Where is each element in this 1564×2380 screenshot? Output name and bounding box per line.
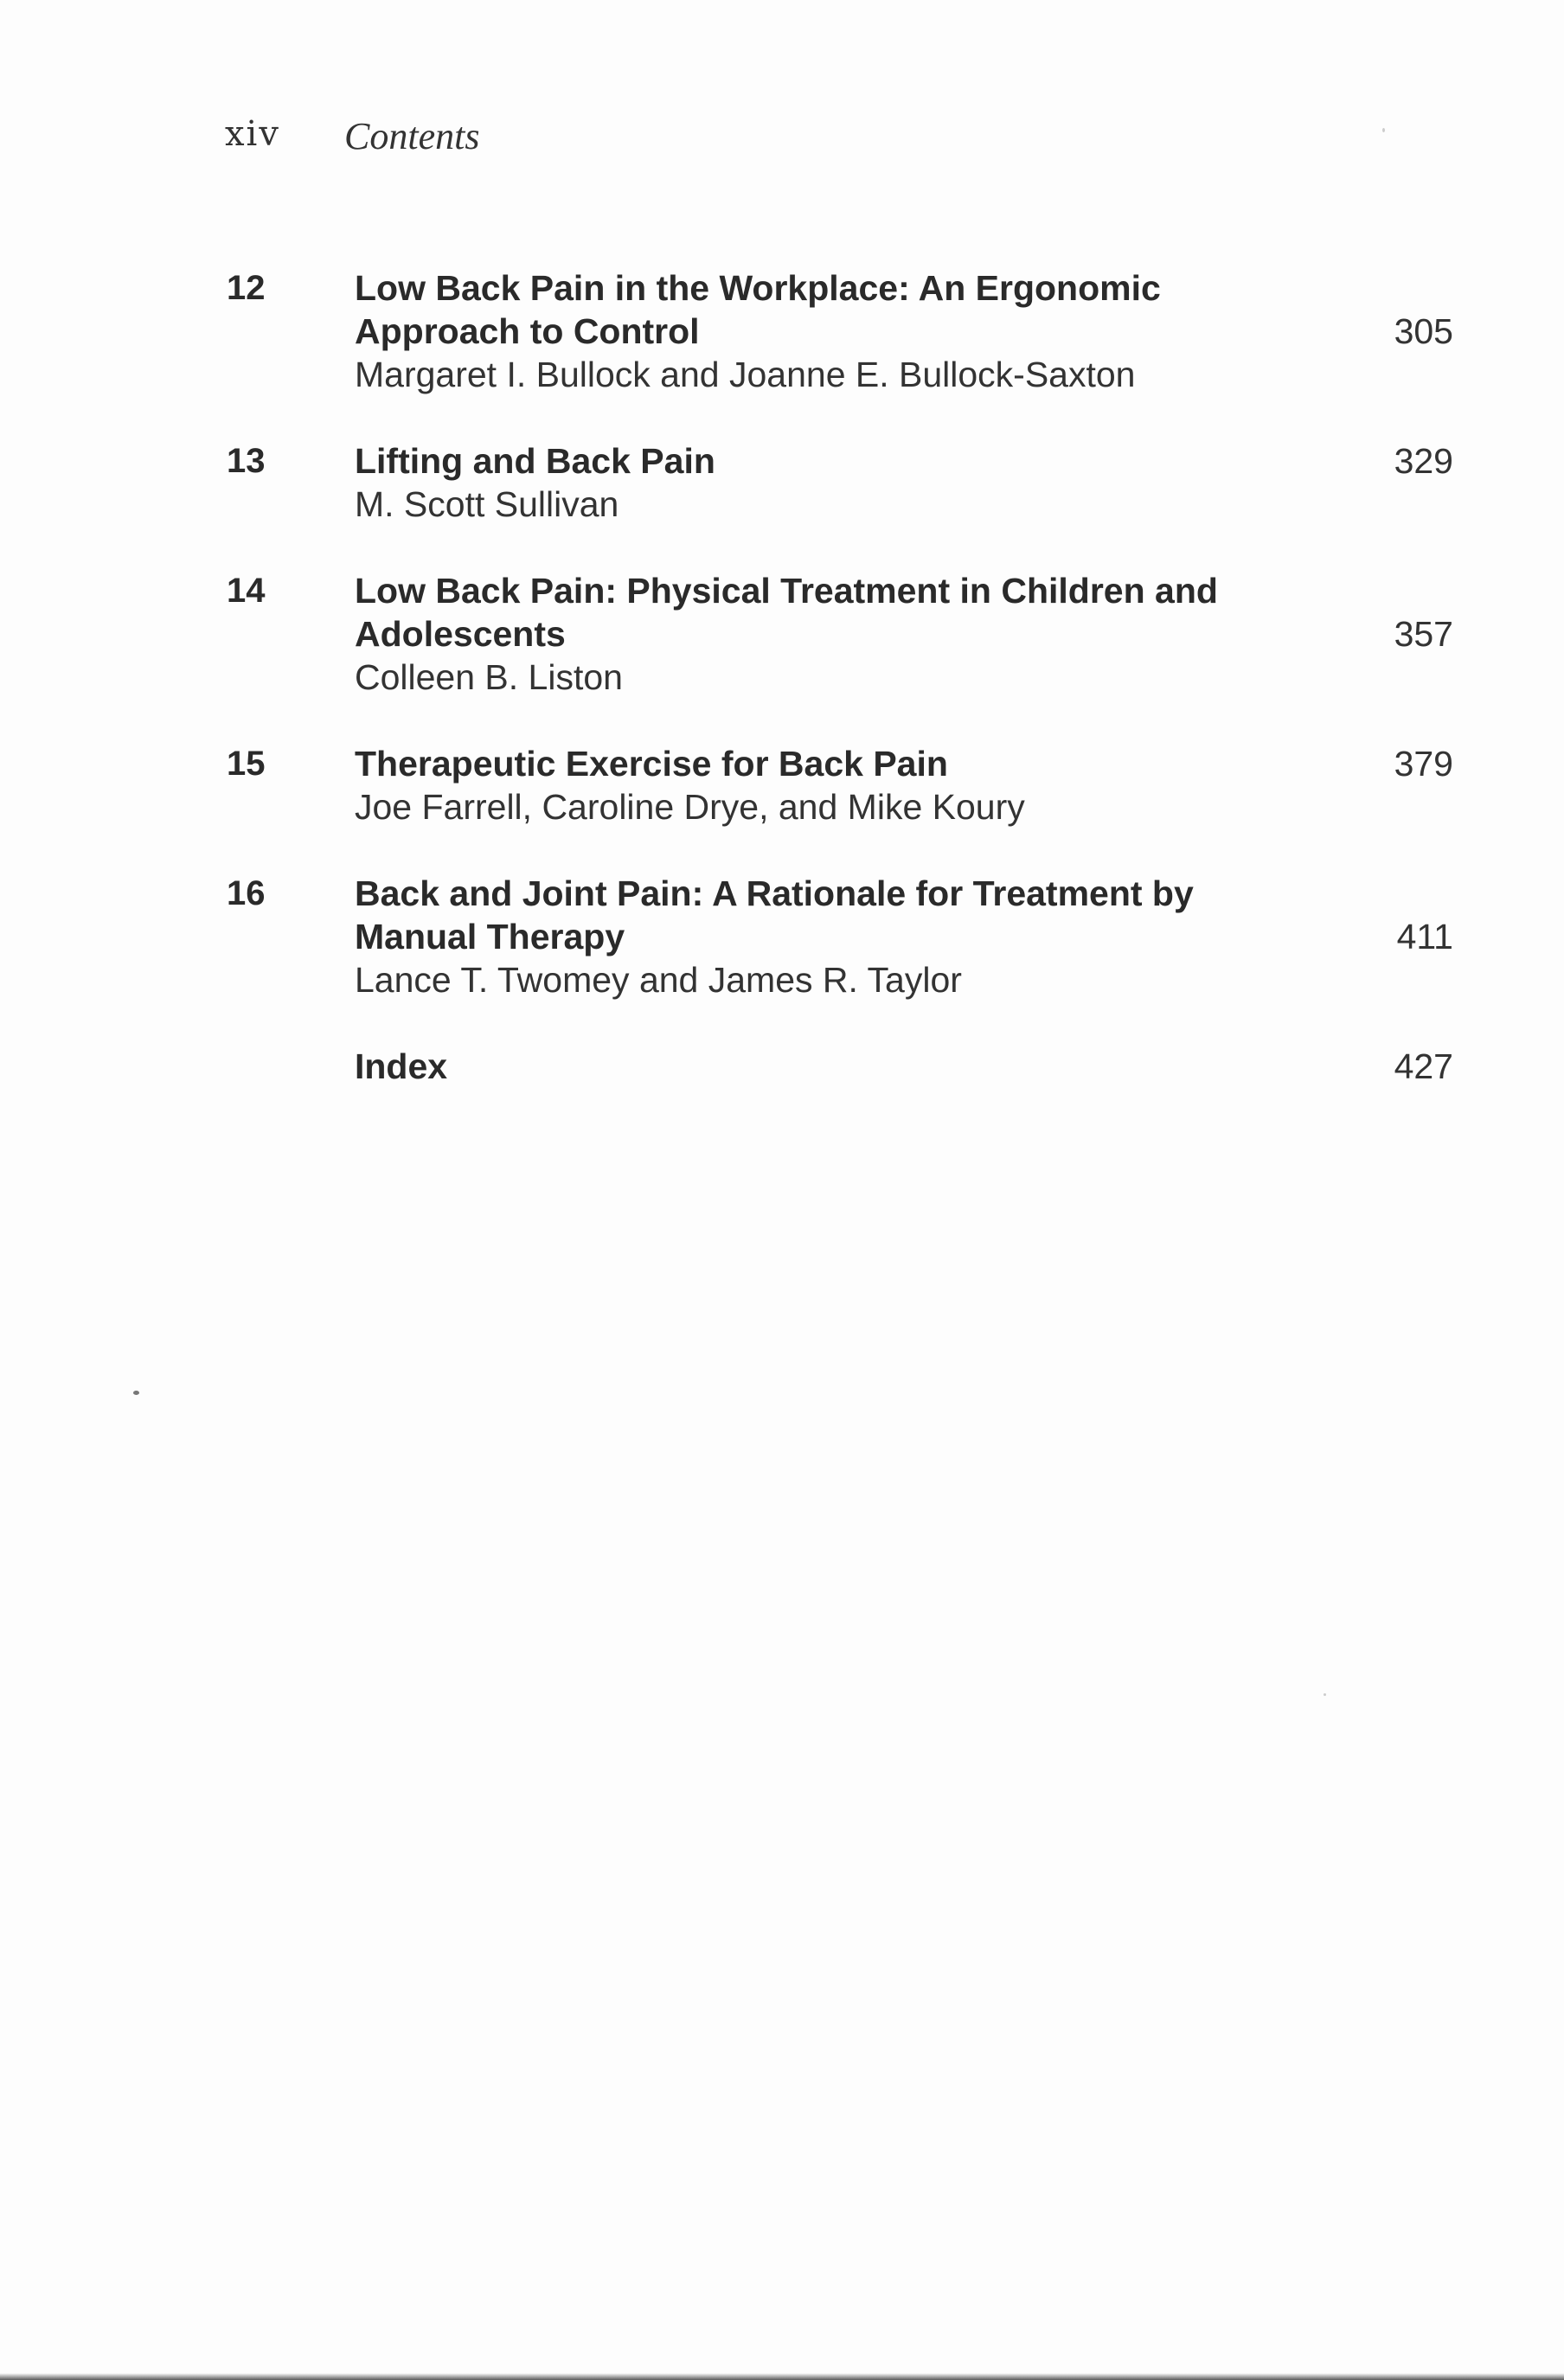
scan-speck: [133, 1391, 139, 1395]
scan-speck: [1382, 128, 1385, 132]
chapter-page-number: 329: [1394, 441, 1453, 481]
scan-speck: [1324, 1693, 1326, 1696]
chapter-authors: Lance T. Twomey and James R. Taylor: [355, 960, 962, 1000]
index-page-number: 427: [1394, 1046, 1453, 1086]
chapter-authors: Joe Farrell, Caroline Drye, and Mike Koury: [355, 787, 1025, 827]
chapter-page-number: 379: [1394, 744, 1453, 784]
chapter-page-number: 357: [1394, 614, 1453, 654]
chapter-number: 13: [227, 442, 266, 480]
chapter-page-number: 305: [1394, 311, 1453, 351]
index-title: Index: [355, 1046, 448, 1086]
chapter-title: Low Back Pain: Physical Treatment in Children and Adolescents: [355, 571, 1218, 654]
running-head-title: Contents: [344, 115, 480, 157]
chapter-authors: Margaret I. Bullock and Joanne E. Bullock-Saxton: [355, 355, 1136, 394]
chapter-number: 14: [227, 572, 266, 610]
chapter-title: Lifting and Back Pain: [355, 441, 715, 481]
chapter-number: 16: [227, 874, 266, 912]
page-bottom-edge: [0, 2373, 1564, 2380]
chapter-authors: M. Scott Sullivan: [355, 484, 619, 524]
chapter-title: Low Back Pain in the Workplace: An Ergonomic Approach to Control: [355, 268, 1161, 351]
chapter-page-number: 411: [1396, 917, 1453, 956]
chapter-number: 12: [227, 269, 266, 307]
chapter-title: Therapeutic Exercise for Back Pain: [355, 744, 948, 784]
chapter-authors: Colleen B. Liston: [355, 657, 623, 697]
chapter-title: Back and Joint Pain: A Rationale for Treatment by Manual Therapy: [355, 873, 1194, 956]
page-folio: xiv: [225, 114, 280, 154]
chapter-number: 15: [227, 745, 266, 783]
